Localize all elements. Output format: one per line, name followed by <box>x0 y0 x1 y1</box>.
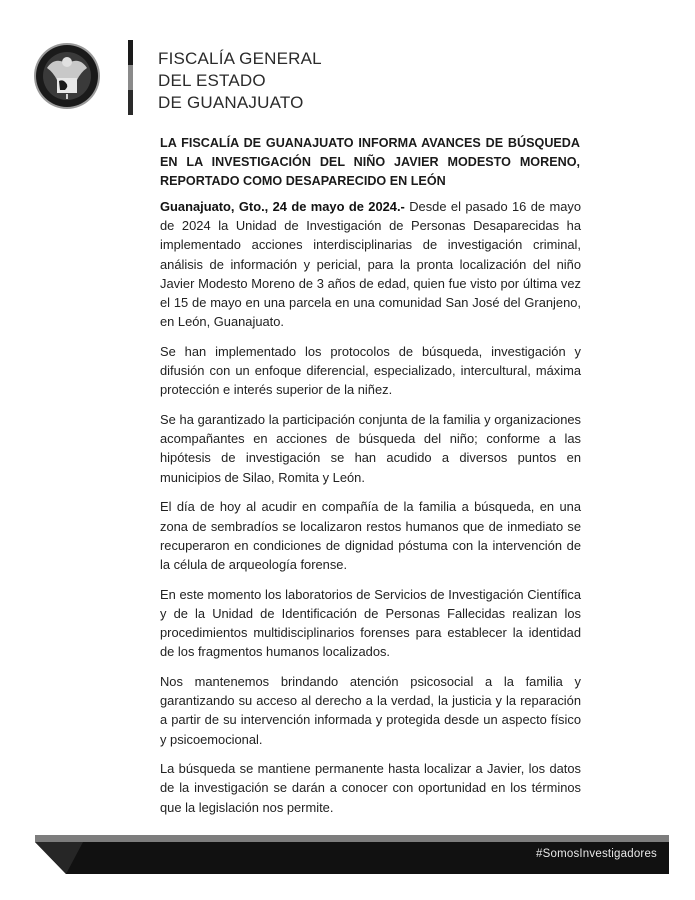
paragraph-text: Desde el pasado 16 de mayo de 2024 la Unidad de Investigación de Personas Desaparecidas ha implementado acciones interdisciplinarias de investigación criminal, análisis de información y pericial, para la pronta localización del niño Javier Modesto Moreno de 3 años de edad, quien fue visto por última vez el 15 de mayo en una parcela en una comunidad San José del Granjeno, en León, Guanajuato. <box>160 199 581 330</box>
organization-name <box>158 48 322 114</box>
paragraph: La búsqueda se mantiene permanente hasta localizar a Javier, los datos de la investigación se darán a conocer con oportunidad en los términos que la legislación nos permite. <box>160 761 581 815</box>
header-divider <box>128 40 133 115</box>
paragraph: Nos mantenemos brindando atención psicosocial a la familia y garantizando su acceso al derecho a la verdad, la justicia y la reparación a partir de su intervención informada y protegida desde un aspecto físico y psicoemocional. <box>160 673 581 747</box>
paragraph: En este momento los laboratorios de Servicios de Investigación Científica y de la Unidad de Identificación de Personas Fallecidas realizan los procedimientos multidisciplinarios forenses para establecer la identidad de los fragmentos humanos localizados. <box>160 586 581 660</box>
footer-banner <box>35 835 669 874</box>
paragraph: Se ha garantizado la participación conjunta de la familia y organizaciones acompañantes en acciones de búsqueda del niño; conforme a las hipótesis de investigación se han acudido a diversos puntos en municipios de Silao, Romita y León. <box>160 412 581 485</box>
org-line: FISCALÍA GENERAL <box>158 49 322 68</box>
paragraph: El día de hoy al acudir en compañía de la familia a búsqueda, en una zona de sembradíos se localizaron restos humanos que de inmediato se recuperaron en condiciones de dignidad póstuma con la intervención de la célula de arqueología forense. <box>160 499 581 572</box>
dateline: Guanajuato, Gto., 24 de mayo de 2024.- <box>160 199 405 214</box>
fiscalia-seal-icon <box>33 42 101 110</box>
footer-hashtag: #SomosInvestigadores <box>536 848 657 860</box>
paragraph: Se han implementado los protocolos de búsqueda, investigación y difusión con un enfoque diferencial, especializado, intercultural, máxima protección e interés superior de la niñez. <box>160 343 581 398</box>
org-line: DE GUANAJUATO <box>158 93 304 112</box>
press-release-body <box>160 197 581 827</box>
press-release-title: LA FISCALÍA DE GUANAJUATO INFORMA AVANCES DE BÚSQUEDA EN LA INVESTIGACIÓN DEL NIÑO JAVIER MODESTO MORENO, REPORTADO COMO DESAPARECIDO EN LEÓN <box>160 136 580 188</box>
paragraph <box>160 197 581 331</box>
footer-stripe <box>35 835 669 842</box>
org-line: DEL ESTADO <box>158 71 266 90</box>
